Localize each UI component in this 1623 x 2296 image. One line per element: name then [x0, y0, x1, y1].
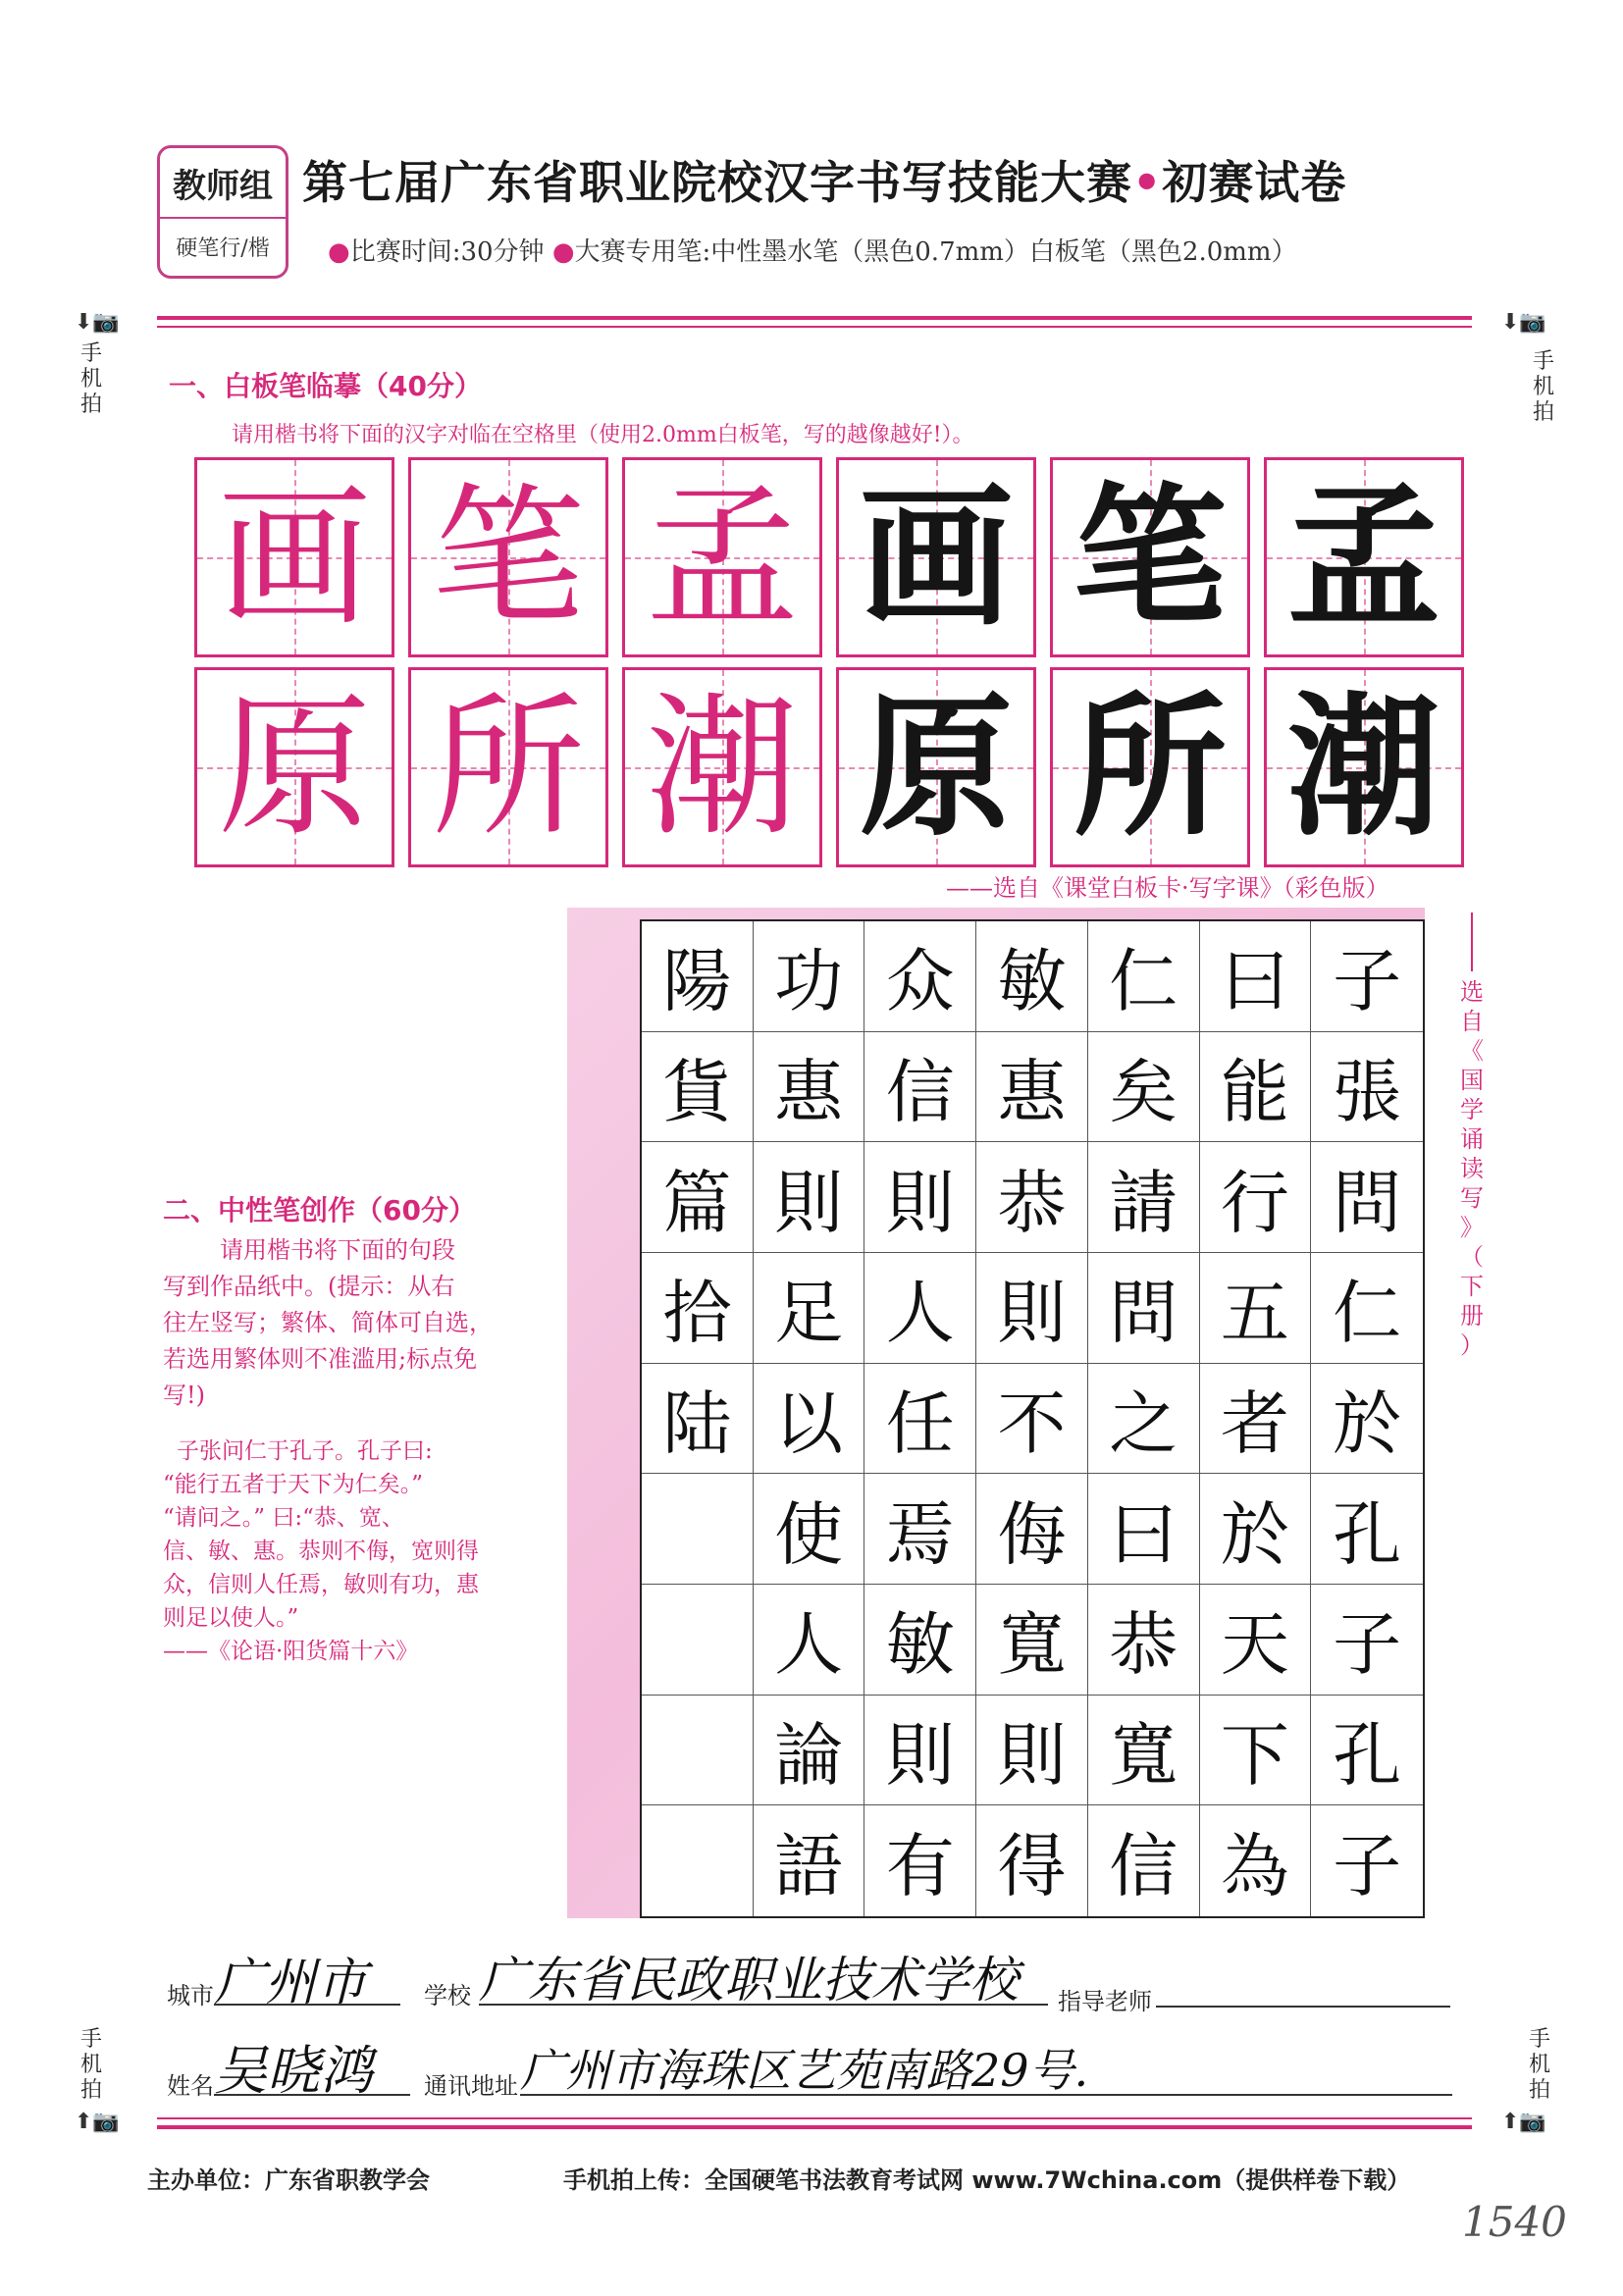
work-sheet-cell: 子 [1311, 1585, 1423, 1696]
work-sheet-cell: 恭 [976, 1142, 1088, 1253]
work-sheet-cell: 曰 [1088, 1474, 1200, 1585]
work-sheet-cell: 請 [1088, 1142, 1200, 1253]
side-text-left-bottom [79, 2027, 104, 2104]
model-char: 原 [218, 678, 371, 857]
work-sheet-cell: 語 [754, 1805, 865, 1916]
section1-source: ——选自《课堂白板卡·写字课》（彩色版） [946, 874, 1389, 902]
prompt-line: 请用楷书将下面的句段 [220, 1236, 455, 1264]
work-sheet-cell: 陽 [642, 921, 754, 1032]
passage-line: 子张问仁于孔子。孔子曰: [177, 1438, 433, 1464]
section2-passage [163, 1435, 546, 1668]
side-char: 手 [1528, 2027, 1550, 2052]
work-sheet-cell: 則 [976, 1253, 1088, 1364]
work-sheet-cell: 恭 [1088, 1585, 1200, 1696]
model-cell [622, 667, 822, 867]
side-char: 拍 [1532, 400, 1554, 425]
organizer: 主办单位：广东省职教学会 [147, 2166, 430, 2194]
source-char: 国 [1460, 1067, 1484, 1094]
work-sheet-cell: 問 [1311, 1142, 1423, 1253]
title-dot: • [1132, 156, 1163, 209]
source-char: 学 [1460, 1096, 1484, 1123]
work-sheet-cell: 則 [864, 1696, 976, 1806]
work-sheet-cell: 貨 [642, 1032, 754, 1143]
work-sheet-cell: 寬 [1088, 1696, 1200, 1806]
copied-char: 画 [860, 467, 1013, 647]
copied-char: 笔 [1073, 467, 1227, 647]
group-sub-label: 硬笔行/楷 [176, 235, 270, 261]
work-sheet-cell: 者 [1200, 1364, 1312, 1475]
work-sheet-cell: 人 [754, 1585, 865, 1696]
bullet-icon: ● [551, 237, 575, 267]
side-text-right-bottom [1527, 2027, 1552, 2104]
work-sheet-cell: 論 [754, 1696, 865, 1806]
work-sheet-cell: 惠 [754, 1032, 865, 1143]
camera-icon: ⬆📷 [1501, 2110, 1546, 2134]
side-char: 机 [79, 367, 102, 391]
passage-line: “能行五者于天下为仁矣。” [163, 1472, 424, 1497]
side-char: 拍 [1528, 2078, 1550, 2103]
passage-line: “请问之。” 曰:“恭、宽、 [163, 1505, 404, 1531]
title-main: 第七届广东省职业院校汉字书写技能大赛 [302, 156, 1132, 209]
work-sheet-cell: 任 [864, 1364, 976, 1475]
work-sheet-cell: 陆 [642, 1364, 754, 1475]
copy-grid [194, 457, 1464, 867]
copy-cell [1264, 457, 1464, 657]
time-info: 比赛时间:30分钟 [349, 237, 545, 267]
name-label: 姓名 [167, 2072, 214, 2100]
work-sheet-cell: 則 [864, 1142, 976, 1253]
work-sheet-cell: 能 [1200, 1032, 1312, 1143]
work-sheet-cell [642, 1696, 754, 1806]
work-sheet-cell: 子 [1333, 1826, 1402, 1907]
page-title [302, 147, 1346, 212]
camera-icon: ⬆📷 [75, 2110, 120, 2134]
prompt-line: 写!) [163, 1382, 206, 1409]
source-char: 选 [1460, 978, 1484, 1006]
model-cell [194, 457, 394, 657]
model-cell [408, 457, 608, 657]
pen-info: 大赛专用笔:中性墨水笔（黑色0.7mm）白板笔（黑色2.0mm） [574, 237, 1297, 267]
page-subtitle [328, 232, 1297, 268]
side-char: 拍 [79, 2078, 102, 2103]
section1-instruction: 请用楷书将下面的汉字对临在空格里（使用2.0mm白板笔，写的越像越好!）。 [232, 423, 974, 447]
work-sheet-cell: 下 [1200, 1696, 1312, 1806]
work-sheet-cell: 使 [754, 1474, 865, 1585]
work-sheet-cell: 人 [864, 1253, 976, 1364]
work-sheet-cell: 以 [754, 1364, 865, 1475]
work-sheet-cell: 拾 [642, 1253, 754, 1364]
title-tail: 初赛试卷 [1162, 156, 1347, 209]
copy-cell [1050, 667, 1250, 867]
work-sheet-cell: 於 [1200, 1474, 1312, 1585]
model-char: 画 [218, 468, 371, 647]
work-sheet-cell: 众 [864, 921, 976, 1032]
copy-cell [1264, 667, 1464, 867]
address-label: 通讯地址 [424, 2072, 518, 2100]
side-char: 手 [79, 2027, 102, 2052]
source-rule [1471, 913, 1473, 971]
school-value[interactable]: 广东省民政职业技术学校 [479, 1952, 1019, 2009]
work-sheet-cell: 有 [864, 1805, 976, 1916]
section1-title: 一、白板笔临摹（40分） [169, 370, 482, 402]
bullet-icon: ● [328, 237, 350, 267]
work-sheet-cell: 信 [1088, 1805, 1200, 1916]
work-sheet-cell: 仁 [1088, 921, 1200, 1032]
work-sheet-cell: 信 [864, 1032, 976, 1143]
work-sheet-cell: 天 [1200, 1585, 1312, 1696]
source-char: 写 [1460, 1184, 1484, 1212]
source-char: 下 [1460, 1273, 1484, 1300]
camera-icon: ⬇📷 [1501, 310, 1546, 335]
group-label: 教师组 [160, 148, 286, 219]
section2-title: 二、中性笔创作（60分） [163, 1194, 476, 1226]
name-line [214, 2094, 410, 2096]
model-char: 所 [432, 678, 585, 857]
source-char: 诵 [1460, 1125, 1484, 1153]
work-sheet-cell: 功 [754, 921, 865, 1032]
source-vertical-text [1457, 977, 1487, 1360]
city-value[interactable]: 广州市 [214, 1954, 368, 2012]
teacher-line [1156, 2006, 1450, 2008]
address-line [520, 2094, 1452, 2096]
section2-prompt [163, 1232, 555, 1414]
copied-char: 原 [860, 677, 1013, 857]
work-sheet-cell: 孔 [1311, 1474, 1423, 1585]
passage-line: 众，信则人任焉，敏则有功，惠 [163, 1572, 479, 1597]
work-sheet-cell: 敏 [864, 1585, 976, 1696]
side-char: 机 [79, 2053, 102, 2077]
work-sheet-cell: 孔 [1311, 1696, 1423, 1806]
prompt-line: 写到作品纸中。(提示：从右 [163, 1273, 455, 1300]
copy-cell [836, 667, 1036, 867]
work-sheet-cell: 為 [1200, 1805, 1312, 1916]
side-char: 机 [1528, 2053, 1550, 2077]
copied-char: 潮 [1287, 677, 1440, 857]
city-label: 城市 [167, 1982, 214, 2009]
work-sheet-cell [642, 1585, 754, 1696]
work-sheet-cell: 篇 [642, 1142, 754, 1253]
work-sheet-cell: 行 [1200, 1142, 1312, 1253]
side-text-left-top [79, 341, 104, 418]
prompt-line: 往左竖写；繁体、简体可自选， [163, 1309, 493, 1336]
work-sheet-cell: 之 [1088, 1364, 1200, 1475]
model-char: 潮 [646, 678, 799, 857]
work-sheet-cell: 則 [754, 1142, 865, 1253]
handwritten-number: 1540 [1462, 2198, 1567, 2246]
model-cell [408, 667, 608, 867]
work-sheet-cell: 於 [1311, 1364, 1423, 1475]
work-sheet-cell: 惠 [976, 1032, 1088, 1143]
side-char: 拍 [79, 392, 102, 417]
city-line [214, 2004, 400, 2006]
top-rule [157, 316, 1472, 320]
side-char: 手 [79, 341, 102, 366]
work-sheet-cell: 問 [1088, 1253, 1200, 1364]
work-sheet [640, 919, 1425, 1918]
source-char: 册 [1460, 1302, 1484, 1330]
address-value[interactable]: 广州市海珠区艺苑南路29号. [520, 2044, 1089, 2097]
model-cell [622, 457, 822, 657]
copied-char: 所 [1073, 677, 1227, 857]
work-sheet-cell: 足 [754, 1253, 865, 1364]
camera-icon: ⬇📷 [75, 310, 120, 335]
bottom-rule-thin [157, 2117, 1472, 2119]
source-char: （ [1460, 1243, 1484, 1271]
source-char: 读 [1460, 1155, 1484, 1182]
work-sheet-cell: 仁 [1311, 1253, 1423, 1364]
source-char: ） [1460, 1331, 1484, 1359]
source-char: 自 [1460, 1008, 1484, 1035]
work-sheet-cell: 則 [976, 1696, 1088, 1806]
group-badge [157, 145, 288, 279]
name-value[interactable]: 吴晓鸿 [214, 2040, 373, 2102]
work-sheet-grid [642, 921, 1423, 1916]
bottom-rule [157, 2125, 1472, 2129]
copy-cell [1050, 457, 1250, 657]
source-char: 《 [1460, 1037, 1484, 1065]
work-sheet-cell: 寬 [976, 1585, 1088, 1696]
source-char: 》 [1460, 1214, 1484, 1241]
work-sheet-cell: 不 [976, 1364, 1088, 1475]
model-char: 孟 [646, 468, 799, 647]
work-sheet-cell: 得 [976, 1805, 1088, 1916]
passage-line: ——《论语·阳货篇十六》 [163, 1639, 419, 1664]
work-sheet-cell: 焉 [864, 1474, 976, 1585]
work-sheet-cell: 五 [1200, 1253, 1312, 1364]
work-sheet-cell: 子 [1311, 921, 1423, 1032]
top-rule-thin [157, 326, 1472, 328]
work-sheet-cell: 侮 [976, 1474, 1088, 1585]
school-label: 学校 [424, 1982, 471, 2009]
side-text-right-top [1531, 349, 1556, 426]
work-sheet-cell: 敏 [976, 921, 1088, 1032]
side-char: 机 [1532, 375, 1554, 399]
section2-source [1457, 913, 1487, 1360]
work-sheet-cell: 矣 [1088, 1032, 1200, 1143]
upload-info[interactable]: 手机拍上传：全国硬笔书法教育考试网 www.7Wchina.com（提供样卷下载） [563, 2166, 1411, 2194]
prompt-line: 若选用繁体则不准滥用;标点免 [163, 1345, 478, 1373]
passage-line: 信、敏、惠。恭则不侮，宽则得 [163, 1539, 479, 1564]
work-sheet-cell: 曰 [1200, 921, 1312, 1032]
work-sheet-cell: 張 [1311, 1032, 1423, 1143]
school-line [479, 2004, 1048, 2006]
model-cell [194, 667, 394, 867]
teacher-label: 指导老师 [1058, 1988, 1152, 2015]
work-sheet-cell [642, 1474, 754, 1585]
copied-char: 孟 [1287, 467, 1440, 647]
passage-line: 则足以使人。” [163, 1605, 299, 1631]
model-char: 笔 [432, 468, 585, 647]
side-char: 手 [1532, 349, 1554, 374]
work-sheet-cell [642, 1805, 754, 1916]
copy-cell [836, 457, 1036, 657]
